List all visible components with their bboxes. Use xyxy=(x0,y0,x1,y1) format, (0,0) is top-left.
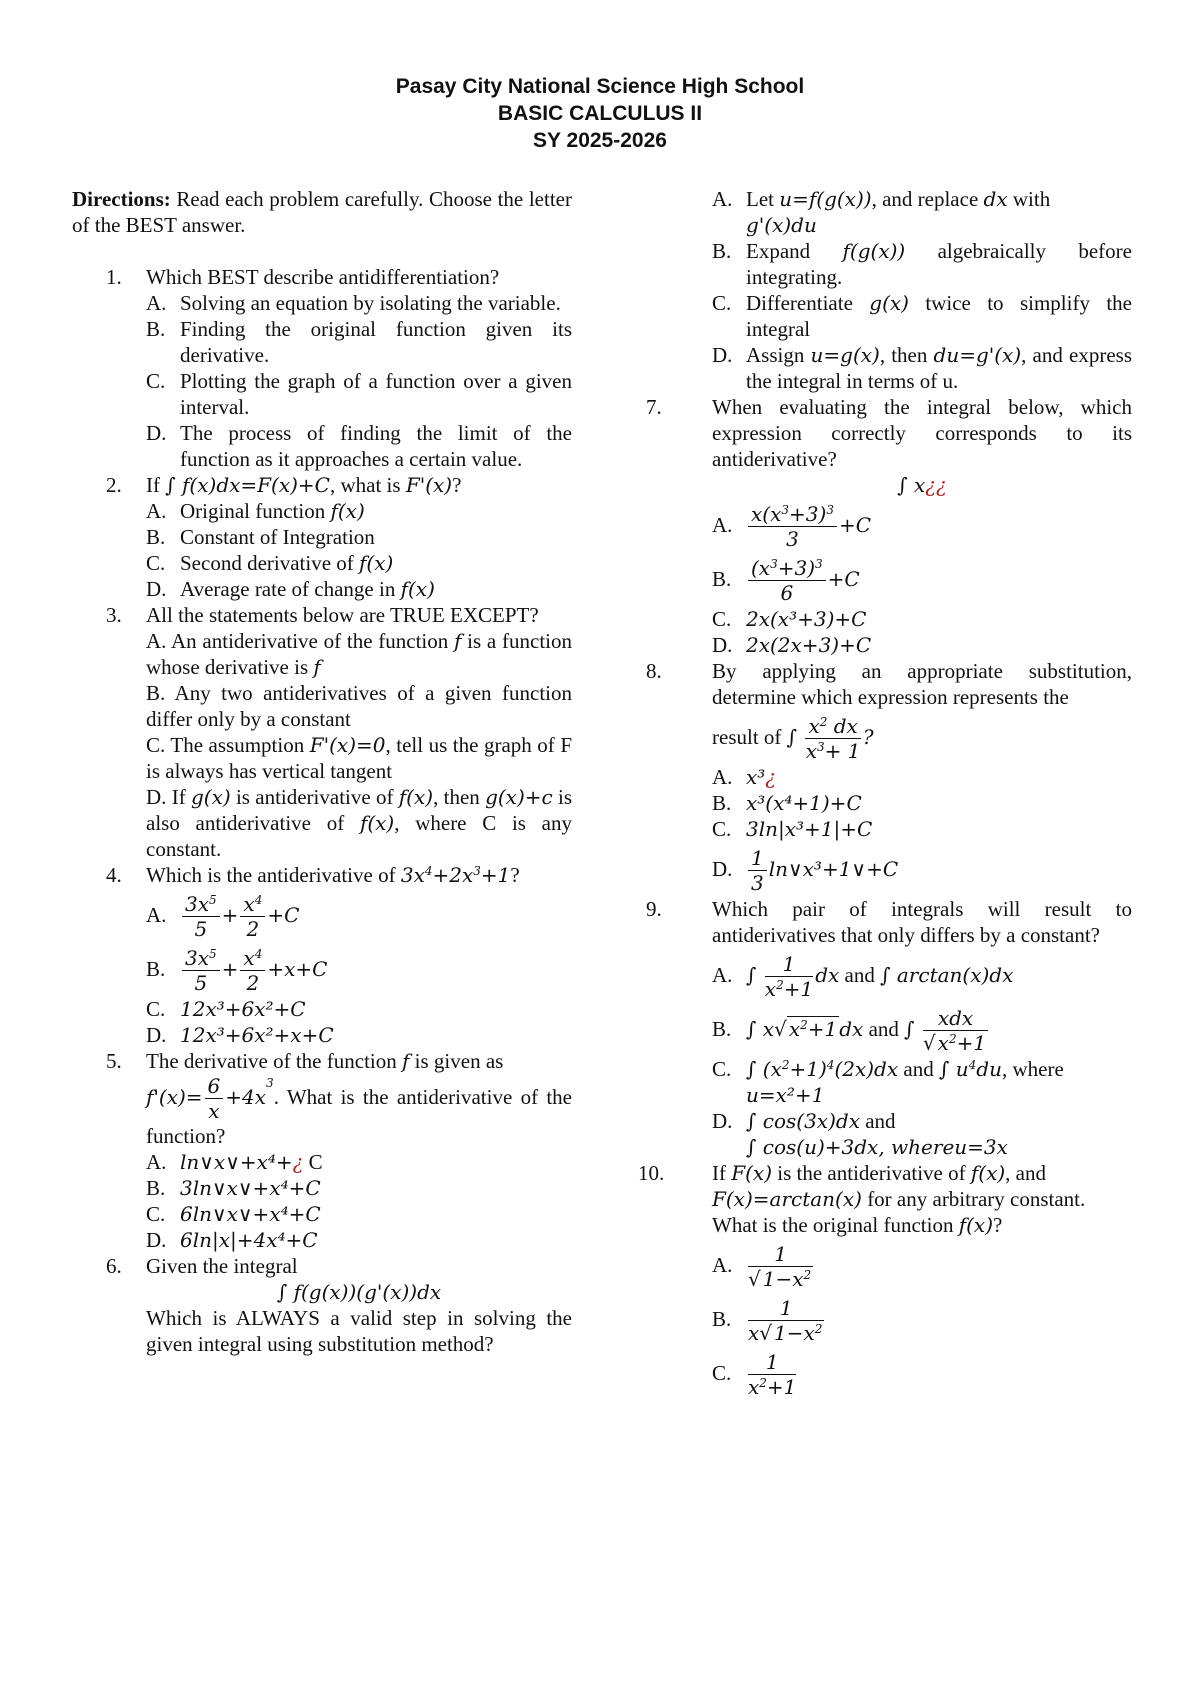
question-number: 6. xyxy=(106,1254,122,1278)
question-6-options xyxy=(672,186,1132,394)
question-number: 2. xyxy=(106,473,122,497)
option-d[interactable]: D. Average rate of change in f(x) xyxy=(146,577,435,601)
option-d[interactable]: D. 12x³+6x²+x+C xyxy=(146,1023,334,1047)
option-a[interactable]: A. Let u=f(g(x)), and replace dx with g'(x)du xyxy=(712,187,1051,237)
question-2 xyxy=(72,472,572,602)
question-stem: By applying an appropriate substitution, determine which expression represents the xyxy=(712,659,1132,709)
question-stem: The derivative of the function f is given as f'(x)= $\frac{6}{x}$ $+4x^3$. What is the antiderivative of the function? xyxy=(146,1049,572,1148)
question-stem: Given the integral xyxy=(146,1254,298,1278)
option-d[interactable]: D. ∫ cos(3x)dx and ∫ cos(u)+3dx, whereu=3x xyxy=(712,1109,1008,1159)
question-number: 7. xyxy=(646,395,662,419)
question-number: 4. xyxy=(106,863,122,887)
option-b[interactable]: B. Finding the original function given its derivative. xyxy=(146,317,572,367)
question-1 xyxy=(72,264,572,472)
option-a[interactable]: A. Original function f(x) xyxy=(146,499,365,523)
document-header xyxy=(0,73,1200,154)
option-b[interactable]: B. x³(x⁴+1)+C xyxy=(712,791,862,815)
directions-label: Directions: xyxy=(72,187,171,211)
option-c[interactable]: C. The assumption F'(x)=0, tell us the graph of F is always has vertical tangent xyxy=(146,733,572,783)
option-b[interactable]: B. $\frac{3x^5}{5}$ + $\frac{x^4}{2}$ +x+C xyxy=(146,946,328,995)
option-c[interactable]: C. $\frac{1}{x^2+1}$ xyxy=(712,1350,797,1399)
option-c[interactable]: C. Differentiate g(x) twice to simplify the integral xyxy=(712,291,1132,341)
question-9 xyxy=(646,896,1132,1160)
option-a[interactable]: A. An antiderivative of the function f is a function whose derivative is f xyxy=(146,629,572,679)
option-c[interactable]: C. ∫ $(x^2+1)^4(2x)dx$ and ∫ $u^4du$, where u=x²+1 xyxy=(712,1057,1064,1107)
question-stem: If ∫ f(x)dx=F(x)+C, what is F'(x)? xyxy=(146,473,462,497)
option-c[interactable]: C. 12x³+6x²+C xyxy=(146,997,306,1021)
option-c[interactable]: C. Second derivative of f(x) xyxy=(146,551,394,575)
question-stem: When evaluating the integral below, which expression correctly corresponds to its antiderivative? xyxy=(712,395,1132,471)
question-stem-continued: Which is ALWAYS a valid step in solving the given integral using substitution method? xyxy=(146,1306,572,1356)
question-5 xyxy=(72,1048,572,1253)
option-a[interactable]: A. $\frac{1}{√ 1-x^2}$ xyxy=(712,1242,812,1291)
option-b[interactable]: B. Expand f(g(x)) algebraically before integrating. xyxy=(712,239,1132,289)
right-column xyxy=(638,186,1132,1400)
option-d[interactable]: D. The process of finding the limit of the function as it approaches a certain value. xyxy=(146,421,572,471)
option-d[interactable]: D. If g(x) is antiderivative of f(x), then g(x)+c is also antiderivative of f(x), where C is any constant. xyxy=(146,785,573,861)
option-a[interactable]: A. x³¿ xyxy=(712,765,777,789)
option-a[interactable]: A. $\frac{x(x^3+3)^3}{3}$ +C xyxy=(712,502,872,551)
question-stem: Which BEST describe antidifferentiation? xyxy=(146,265,500,289)
option-a[interactable]: A. ∫ $\frac{1}{x^2+1}$ dx and ∫ arctan(x)dx xyxy=(712,952,1014,1001)
option-b[interactable]: B. Any two antiderivatives of a given function differ only by a constant xyxy=(146,681,572,731)
option-a[interactable]: A. ln∨x∨+x⁴+¿ C xyxy=(146,1150,323,1174)
option-a[interactable]: A. Solving an equation by isolating the variable. xyxy=(146,291,561,315)
question-7 xyxy=(646,394,1132,658)
subject-title: BASIC CALCULUS II xyxy=(497,102,703,125)
question-number: 8. xyxy=(646,659,662,683)
question-4 xyxy=(72,862,572,1048)
option-b[interactable]: B. 3ln∨x∨+x⁴+C xyxy=(146,1176,321,1200)
option-b[interactable]: B. ∫ x√ $x^2+1$ dx and ∫ $\frac{\text{xdx}}{√ x^2+1}$ xyxy=(712,1006,987,1055)
option-d[interactable]: D. 6ln|x|+4x⁴+C xyxy=(146,1228,318,1252)
option-a[interactable]: A. $\frac{3x^5}{5}$ + $\frac{x^4}{2}$ +C xyxy=(146,892,300,941)
directions-text: Read each problem carefully. Choose the letter of the BEST answer. xyxy=(72,187,572,237)
option-c[interactable]: C. 2x(x³+3)+C xyxy=(712,607,867,631)
question-stem: Which pair of integrals will result to antiderivatives that only differs by a constant? xyxy=(712,897,1132,947)
option-b[interactable]: B. $\frac{(x^3+3)^3}{6}$ +C xyxy=(712,556,860,605)
integral-expression: ∫ x¿¿ xyxy=(897,473,947,497)
question-number: 1. xyxy=(106,265,122,289)
question-number: 10. xyxy=(638,1161,665,1185)
option-b[interactable]: B. Constant of Integration xyxy=(146,525,375,549)
question-stem: All the statements below are TRUE EXCEPT? xyxy=(146,603,539,627)
question-number: 9. xyxy=(646,897,662,921)
option-b[interactable]: B. $\frac{1}{x√ 1-x^2}$ xyxy=(712,1296,823,1345)
question-stem: Which is the antiderivative of $3x^4+2x^3+1$? xyxy=(146,863,520,887)
integral-expression: ∫ f(g(x))(g'(x))dx xyxy=(276,1280,442,1304)
question-10 xyxy=(638,1160,1132,1400)
question-6 xyxy=(72,1253,572,1357)
question-stem-continued: result of ∫ $\frac{x^2 dx}{x^3+ 1}$ ? xyxy=(712,714,874,763)
option-d[interactable]: D. $\frac{1}{3}$ ln∨x³+1∨+C xyxy=(712,846,899,895)
question-3 xyxy=(72,602,572,862)
option-d[interactable]: D. Assign u=g(x), then du=g'(x), and express the integral in terms of u. xyxy=(712,343,1132,393)
question-stem: If F(x) is the antiderivative of f(x), and F(x)=arctan(x) for any arbitrary constant. What is the original function f(x)? xyxy=(712,1161,1086,1237)
school-name: Pasay City National Science High School xyxy=(395,75,805,98)
option-d[interactable]: D. 2x(2x+3)+C xyxy=(712,633,872,657)
directions xyxy=(72,186,572,238)
school-year: SY 2025-2026 xyxy=(533,129,667,152)
option-c[interactable]: C. 3ln|x³+1|+C xyxy=(712,817,873,841)
question-number: 5. xyxy=(106,1049,122,1073)
option-c[interactable]: C. 6ln∨x∨+x⁴+C xyxy=(146,1202,321,1226)
option-c[interactable]: C. Plotting the graph of a function over a given interval. xyxy=(146,369,572,419)
left-column xyxy=(72,186,572,1357)
question-8 xyxy=(646,658,1132,896)
question-number: 3. xyxy=(106,603,122,627)
